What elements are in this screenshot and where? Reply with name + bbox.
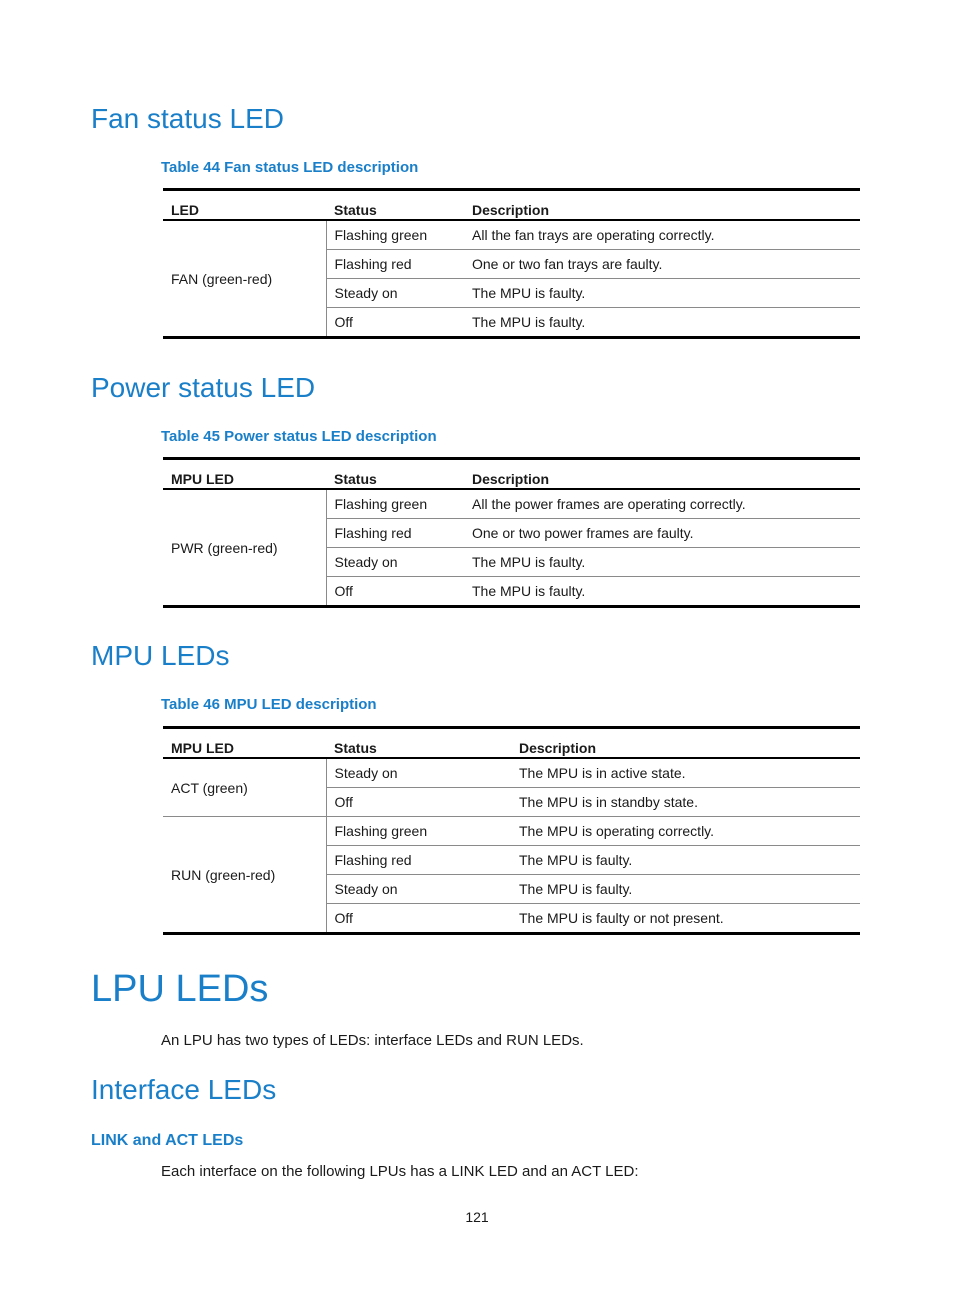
led-name-cell: ACT (green): [163, 758, 326, 817]
table-caption-46: Table 46 MPU LED description: [161, 696, 377, 713]
status-cell: Flashing red: [326, 519, 464, 548]
led-name-cell: RUN (green-red): [163, 817, 326, 934]
section-heading-mpu-leds: MPU LEDs: [91, 640, 230, 671]
table-row: [163, 758, 860, 788]
status-cell: Steady on: [326, 758, 511, 788]
description-cell: The MPU is operating correctly.: [511, 817, 860, 846]
column-header-led: LED: [163, 190, 326, 221]
column-header-status: Status: [326, 459, 464, 490]
table-row: [163, 220, 860, 250]
column-header-status: Status: [326, 190, 464, 221]
link-act-paragraph: Each interface on the following LPUs has a LINK LED and an ACT LED:: [161, 1163, 639, 1180]
table-row: [163, 489, 860, 519]
description-cell: The MPU is faulty.: [472, 314, 586, 330]
status-cell: Off: [334, 314, 353, 330]
section-heading-interface-leds: Interface LEDs: [91, 1074, 277, 1105]
table-header-row: [163, 190, 860, 221]
mpu-led-table: [163, 726, 860, 935]
column-header-mpu-led: MPU LED: [163, 459, 326, 490]
status-cell: Steady on: [326, 875, 511, 904]
table-header-row: [163, 459, 860, 490]
section-heading-power-status-led: Power status LED: [91, 372, 316, 403]
status-cell: Flashing green: [326, 220, 464, 250]
section-heading-fan-status-led: Fan status LED: [91, 103, 284, 134]
status-cell: Flashing green: [326, 817, 511, 846]
status-cell: Flashing red: [326, 846, 511, 875]
column-header-description: Description: [464, 190, 860, 221]
lpu-intro-paragraph: An LPU has two types of LEDs: interface LEDs and RUN LEDs.: [161, 1032, 584, 1049]
description-cell: The MPU is in active state.: [511, 758, 860, 788]
subsection-heading-link-act-leds: LINK and ACT LEDs: [91, 1132, 244, 1149]
description-cell: The MPU is faulty.: [464, 279, 860, 308]
description-cell: The MPU is faulty.: [472, 583, 586, 599]
description-cell: All the power frames are operating correctly.: [464, 489, 860, 519]
status-cell: Flashing red: [326, 250, 464, 279]
description-cell: The MPU is faulty.: [511, 875, 860, 904]
led-name-cell: FAN (green-red): [163, 220, 326, 338]
status-cell: Off: [334, 583, 353, 599]
status-cell: Steady on: [326, 279, 464, 308]
status-cell: Off: [326, 788, 511, 817]
table-row: [163, 817, 860, 846]
column-header-description: Description: [464, 459, 860, 490]
table-caption-44: Table 44 Fan status LED description: [161, 159, 419, 176]
page-number: 121: [465, 1209, 489, 1225]
description-cell: One or two fan trays are faulty.: [464, 250, 860, 279]
table-caption-45: Table 45 Power status LED description: [161, 428, 437, 445]
description-cell: The MPU is faulty.: [464, 548, 860, 577]
status-cell: Steady on: [326, 548, 464, 577]
power-status-led-table: [163, 457, 860, 608]
column-header-status: Status: [326, 728, 511, 759]
column-header-mpu-led: MPU LED: [163, 728, 326, 759]
chapter-heading-lpu-leds: LPU LEDs: [91, 968, 269, 1010]
column-header-description: Description: [511, 728, 860, 759]
description-cell: The MPU is in standby state.: [511, 788, 860, 817]
fan-status-led-table: [163, 188, 860, 339]
description-cell: The MPU is faulty.: [511, 846, 860, 875]
led-name-cell: PWR (green-red): [163, 489, 326, 607]
description-cell: All the fan trays are operating correctly.: [464, 220, 860, 250]
description-cell: The MPU is faulty or not present.: [519, 910, 724, 926]
table-header-row: [163, 728, 860, 759]
status-cell: Off: [334, 910, 353, 926]
description-cell: One or two power frames are faulty.: [464, 519, 860, 548]
status-cell: Flashing green: [326, 489, 464, 519]
